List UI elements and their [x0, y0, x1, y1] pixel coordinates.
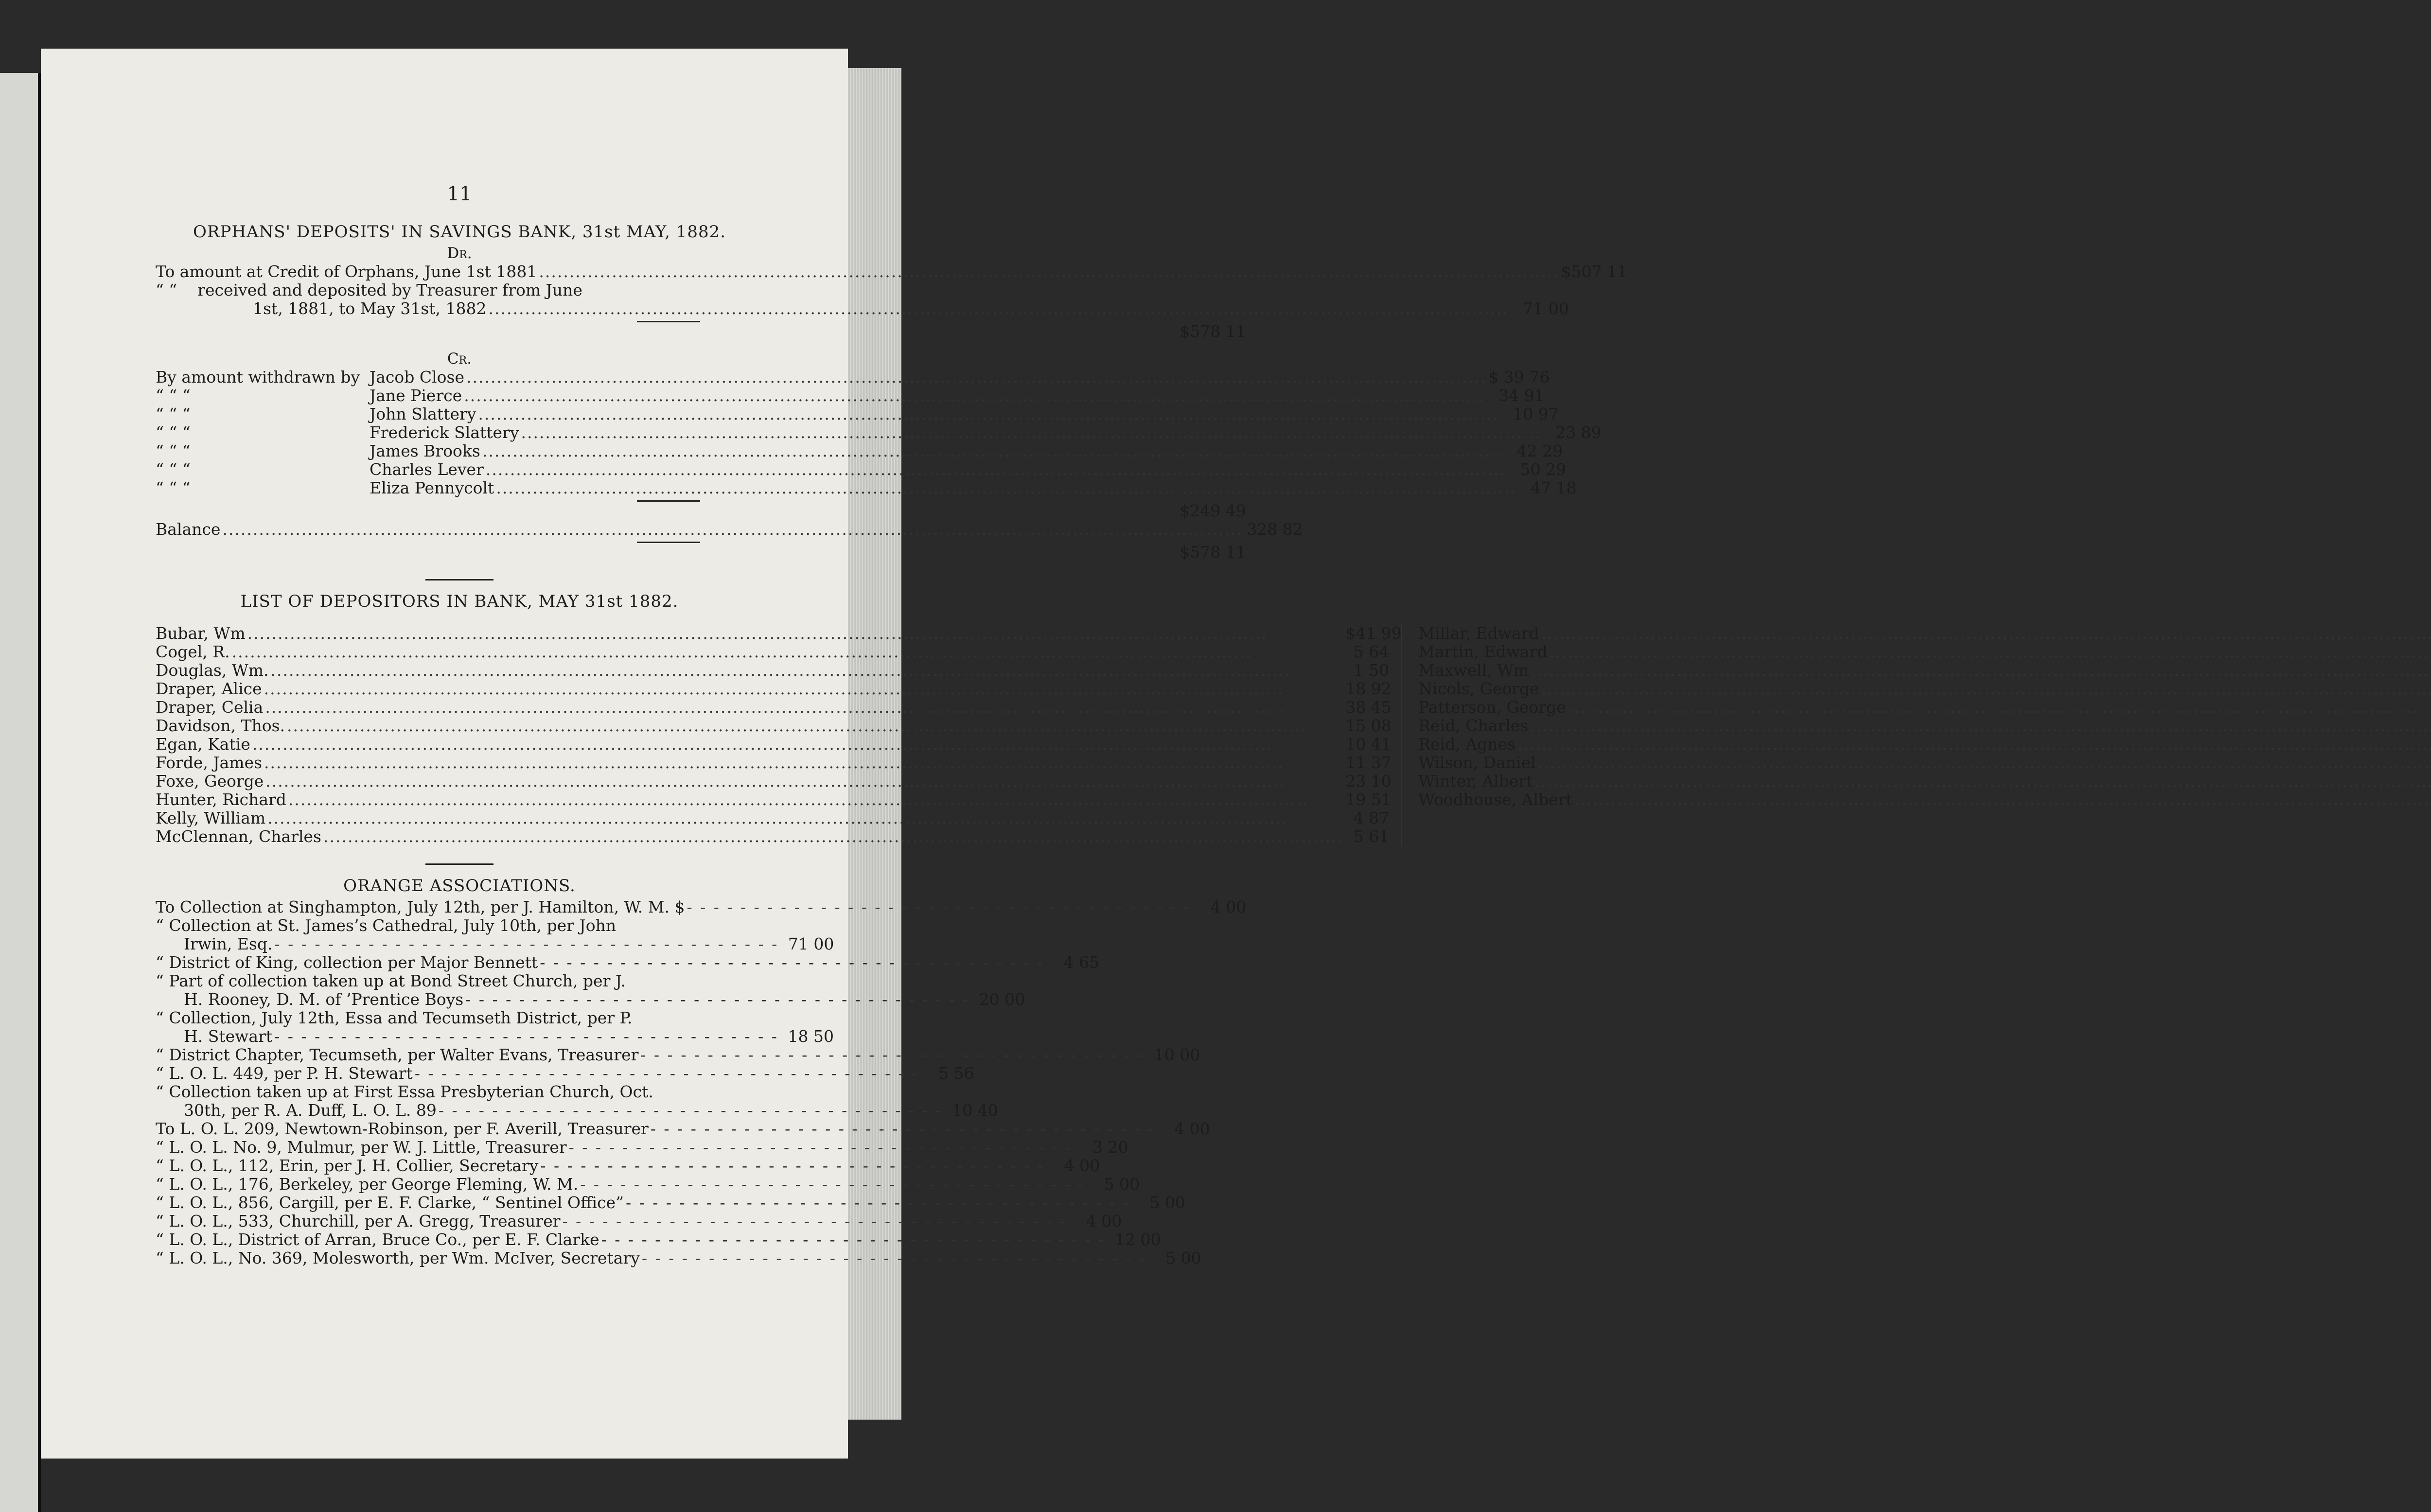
leader-dashes	[640, 1249, 1148, 1267]
withdrawal-amount: 47 18	[1531, 478, 1577, 497]
depositor-name: Draper, Celia	[156, 698, 264, 717]
leader-dots	[484, 460, 1508, 479]
depositor-name: Nicols, George	[1418, 679, 1539, 698]
depositor-name: Kelly, William	[156, 809, 266, 827]
cr-total-row	[156, 543, 1246, 562]
depositor-amount: 15 08	[1345, 716, 1392, 735]
leader-dots	[286, 791, 1345, 809]
dr-label: Dr.	[447, 245, 472, 262]
withdrawal-row	[156, 404, 1559, 423]
depositor-name: Patterson, George	[1418, 698, 1566, 717]
depositor-name: Wilson, Daniel	[1418, 753, 1536, 772]
orange-entry-amount: 10 40	[952, 1101, 998, 1120]
orange-entry-line	[156, 1064, 974, 1083]
depositor-row	[1418, 661, 2431, 680]
depositor-row	[1418, 680, 2431, 698]
depositor-amount: 18 92	[1345, 679, 1392, 698]
leader-dots	[264, 772, 1345, 791]
leader-dots	[269, 661, 1346, 680]
dr-row-2	[156, 281, 763, 299]
leader-dots	[285, 717, 1345, 735]
leader-dots	[1539, 680, 2431, 698]
withdrawal-name: Frederick Slattery	[370, 423, 519, 442]
leader-dots	[464, 368, 1488, 387]
orange-entry-text: “ District of King, collection per Major Bennett	[156, 953, 538, 972]
orange-title: ORANGE ASSOCIATIONS.	[343, 876, 576, 896]
orange-entry-line	[156, 1248, 1201, 1267]
withdrawal-row	[156, 441, 1563, 460]
orange-entry-text: “ L. O. L., District of Arran, Bruce Co., per E. F. Clarke	[156, 1230, 599, 1249]
depositor-name: Reid, Charles	[1418, 716, 1529, 735]
leader-dots	[1548, 643, 2431, 661]
withdrawal-name: Jane Pierce	[370, 386, 462, 405]
orange-entry-list	[156, 897, 1247, 1267]
leader-dots	[1515, 735, 2431, 754]
leader-dashes	[578, 1175, 1086, 1194]
withdrawal-row	[156, 368, 1550, 387]
dr-text-3: 1st, 1881, to May 31st, 1882	[253, 299, 487, 318]
orange-entry-text: “ L. O. L., 856, Cargill, per E. F. Clarke, “ Sentinel Office”	[156, 1193, 624, 1212]
leader-dashes	[413, 1064, 921, 1083]
depositor-name: Woodhouse, Albert	[1418, 790, 1572, 809]
orange-entry-line	[156, 990, 1025, 1009]
withdrawal-amount: 23 89	[1555, 423, 1602, 442]
withdrawal-prefix: “ “ “	[156, 423, 191, 442]
depositor-row	[156, 827, 1389, 846]
depositor-row	[1418, 772, 2431, 791]
dr-text-1: To amount at Credit of Orphans, June 1st 1881	[156, 262, 537, 281]
leader-dots	[263, 698, 1345, 717]
depositors-right-column	[1402, 624, 2431, 846]
depositor-row	[156, 790, 1392, 809]
leader-dashes	[599, 1231, 1108, 1249]
depositor-row	[156, 679, 1392, 698]
orange-entry-amount: 4 00	[1210, 897, 1247, 916]
depositor-name: Reid, Agnes	[1418, 735, 1515, 754]
depositor-amount: 5 64	[1353, 642, 1390, 661]
withdrawn-total-row	[156, 501, 1246, 520]
orange-entry-line	[156, 1101, 998, 1120]
depositor-row	[156, 698, 1392, 717]
cr-label: Cr.	[447, 350, 472, 368]
withdrawal-prefix: “ “ “	[156, 441, 191, 460]
orange-entry-line	[156, 1009, 763, 1027]
depositor-name: Martin, Edward	[1418, 642, 1548, 661]
leader-dots	[265, 809, 1345, 827]
depositor-name: Winter, Albert	[1418, 772, 1533, 791]
orange-entry-text: “ L. O. L., 112, Erin, per J. H. Collier, Secretary	[156, 1156, 539, 1175]
withdrawal-amount: $ 39 76	[1488, 368, 1550, 387]
leader-dashes	[561, 1212, 1069, 1231]
orange-entry-text: To L. O. L. 209, Newtown-Robinson, per F. Averill, Treasurer	[156, 1119, 649, 1138]
leader-dots	[480, 442, 1504, 460]
dr-amount-1: $507 11	[1561, 262, 1628, 281]
leader-dots	[1528, 717, 2431, 735]
section-divider	[425, 863, 493, 865]
orange-entry-amount: 4 00	[1174, 1119, 1210, 1138]
depositor-name: Davidson, Thos.	[156, 716, 285, 735]
withdrawn-total: $249 49	[1180, 501, 1246, 520]
depositor-amount: 23 10	[1345, 772, 1392, 791]
leader-dashes	[437, 1101, 945, 1120]
depositors-title: LIST OF DEPOSITORS IN BANK, MAY 31st 1882.	[240, 592, 679, 611]
left-page-edge	[0, 73, 41, 1512]
leader-dots	[1536, 754, 2431, 772]
depositor-amount: 5 61	[1353, 827, 1390, 846]
page-number: 11	[447, 183, 472, 205]
orange-entry-text: H. Stewart	[184, 1027, 273, 1046]
leader-dots	[476, 405, 1500, 423]
depositor-name: Maxwell, Wm	[1418, 661, 1529, 680]
depositor-name: McClennan, Charles	[156, 827, 321, 846]
orange-entry-line	[156, 1212, 1122, 1231]
leader-dashes	[685, 898, 1193, 916]
depositor-row	[156, 735, 1392, 754]
depositors-columns	[156, 624, 1572, 846]
withdrawal-prefix: By amount withdrawn by	[156, 368, 360, 387]
orange-entry-text: “ L. O. L., No. 369, Molesworth, per Wm. McIver, Secretary	[156, 1248, 640, 1267]
leader-dots	[230, 643, 1346, 661]
orange-entry-amount: 12 00	[1115, 1230, 1161, 1249]
withdrawal-amount: 10 97	[1513, 404, 1559, 423]
leader-dots	[1566, 698, 2431, 717]
leader-dots	[246, 624, 1346, 643]
leader-dots	[537, 263, 1561, 281]
leader-dashes	[624, 1194, 1132, 1212]
depositor-row	[1418, 735, 2431, 754]
orange-entry-line	[156, 1119, 1210, 1138]
orange-entry-amount: 5 00	[1149, 1193, 1185, 1212]
page-content	[156, 183, 1628, 1267]
leader-dashes	[538, 953, 1046, 972]
depositor-row	[156, 643, 1389, 661]
leader-dots	[262, 680, 1346, 698]
orange-entry-line	[156, 1230, 1161, 1249]
orange-entry-amount: 4 65	[1063, 953, 1100, 972]
leader-dashes	[272, 1027, 780, 1046]
orange-entry-text: 30th, per R. A. Duff, L. O. L. 89	[184, 1101, 437, 1120]
orange-entry-text: “ Collection taken up at First Essa Presbyterian Church, Oct.	[156, 1082, 653, 1101]
withdrawal-row	[156, 423, 1602, 442]
orange-entry-amount: 4 00	[1064, 1156, 1100, 1175]
orange-entry-amount: 5 00	[1165, 1248, 1201, 1267]
depositor-row	[1418, 643, 2431, 661]
orange-entry-line	[156, 1193, 1185, 1212]
depositor-name: Draper, Alice	[156, 679, 262, 698]
withdrawal-list	[156, 368, 1602, 497]
leader-dots	[494, 479, 1518, 497]
orange-entry-text: “ Collection, July 12th, Essa and Tecumseth District, per P.	[156, 1008, 633, 1027]
depositor-name: Douglas, Wm.	[156, 661, 269, 680]
orange-entry-amount: 20 00	[979, 990, 1025, 1009]
leader-dots	[462, 387, 1486, 405]
dr-row-1	[156, 262, 1628, 281]
leader-dots	[1533, 772, 2431, 791]
leader-dots	[1572, 791, 2431, 809]
depositor-name: Egan, Katie	[156, 735, 250, 754]
depositor-name: Bubar, Wm	[156, 624, 246, 643]
leader-dashes	[272, 935, 780, 953]
depositor-amount: 10 41	[1345, 735, 1392, 754]
withdrawal-name: Jacob Close	[370, 368, 465, 387]
withdrawal-row	[156, 460, 1567, 479]
orange-entry-line	[156, 897, 1247, 916]
withdrawal-amount: 34 91	[1498, 386, 1545, 405]
withdrawal-row	[156, 478, 1577, 497]
depositor-row	[156, 624, 1402, 643]
orange-entry-line	[156, 1045, 1200, 1064]
leader-dashes	[538, 1157, 1046, 1175]
orange-entry-line	[156, 1175, 1140, 1194]
orange-entry-amount: 5 56	[938, 1064, 974, 1083]
depositor-row	[156, 753, 1392, 772]
leader-dashes	[638, 1046, 1146, 1064]
leader-dashes	[463, 990, 971, 1009]
depositor-amount: $41 99	[1345, 624, 1402, 643]
orange-entry-text: “ Collection at St. James’s Cathedral, July 10th, per John	[156, 916, 617, 935]
orange-entry-line	[156, 1083, 763, 1101]
leader-dots	[321, 827, 1345, 846]
balance-label: Balance	[156, 520, 221, 539]
orange-entry-line	[156, 1138, 1128, 1157]
orange-entry-text: Irwin, Esq.	[184, 934, 273, 953]
leader-dashes	[649, 1120, 1157, 1138]
depositor-amount: 11 37	[1345, 753, 1392, 772]
depositor-row	[1418, 698, 2431, 717]
orphans-section	[156, 222, 1628, 562]
depositor-amount: 19 51	[1345, 790, 1392, 809]
orphans-title: ORPHANS' DEPOSITS' IN SAVINGS BANK, 31st MAY, 1882.	[193, 222, 726, 242]
orange-entry-text: “ L. O. L. No. 9, Mulmur, per W. J. Little, Treasurer	[156, 1138, 567, 1157]
leader-dashes	[567, 1138, 1075, 1157]
leader-dots	[262, 754, 1345, 772]
dr-amount-3: 71 00	[1523, 299, 1569, 318]
depositor-name: Millar, Edward	[1418, 624, 1539, 643]
orange-entry-line	[156, 953, 1100, 972]
orange-entry-text: “ L. O. L., 533, Churchill, per A. Gregg, Treasurer	[156, 1212, 561, 1231]
depositor-row	[1418, 717, 2431, 735]
leader-dots	[487, 299, 1511, 318]
withdrawal-name: John Slattery	[370, 404, 476, 423]
dr-total-row	[156, 322, 1246, 341]
depositor-name: Hunter, Richard	[156, 790, 286, 809]
orange-entry-text: “ District Chapter, Tecumseth, per Walter Evans, Treasurer	[156, 1045, 639, 1064]
withdrawal-name: Charles Lever	[370, 460, 484, 479]
withdrawal-prefix: “ “ “	[156, 478, 191, 497]
orange-entry-line	[156, 934, 834, 953]
dr-ditto: “ “	[156, 281, 177, 299]
withdrawal-row	[156, 386, 1545, 405]
depositor-row	[156, 809, 1389, 827]
orange-entry-text: H. Rooney, D. M. of ’Prentice Boys	[184, 990, 464, 1009]
orange-entry-line	[156, 916, 763, 935]
orange-entry-amount: 18 50	[788, 1027, 834, 1046]
balance-row	[156, 520, 1303, 539]
leader-dots	[220, 520, 1244, 539]
orange-entry-text: “ L. O. L., 176, Berkeley, per George Fleming, W. M.	[156, 1175, 579, 1194]
leader-dots	[519, 423, 1543, 442]
withdrawal-name: James Brooks	[370, 441, 480, 460]
orange-entry-amount: 3 20	[1092, 1138, 1128, 1157]
orange-entry-line	[156, 1027, 834, 1046]
depositor-name: Foxe, George	[156, 772, 264, 791]
orange-entry-amount: 5 00	[1104, 1175, 1140, 1194]
withdrawal-prefix: “ “ “	[156, 460, 191, 479]
leader-dots	[250, 735, 1345, 754]
depositor-row	[1418, 624, 2431, 643]
depositor-amount: 4 87	[1353, 809, 1390, 827]
orange-entry-text: “ L. O. L. 449, per P. H. Stewart	[156, 1064, 413, 1083]
dr-total: $578 11	[1180, 322, 1246, 341]
leader-dots	[1539, 624, 2431, 643]
depositor-name: Cogel, R.	[156, 642, 230, 661]
orange-section	[156, 876, 1247, 1267]
leader-dots	[1529, 661, 2431, 680]
dr-row-3	[156, 299, 1569, 318]
orange-entry-amount: 71 00	[788, 934, 834, 953]
depositor-row	[156, 716, 1392, 735]
orange-entry-text: “ Part of collection taken up at Bond Street Church, per J.	[156, 971, 626, 990]
orange-entry-line	[156, 972, 763, 990]
depositor-amount: 38 45	[1345, 698, 1392, 717]
dr-text-2: received and deposited by Treasurer from June	[197, 281, 582, 299]
depositor-row	[156, 772, 1392, 791]
section-divider	[425, 579, 493, 580]
orange-entry-amount: 10 00	[1154, 1045, 1200, 1064]
depositor-row	[156, 661, 1389, 680]
depositor-amount: 1 50	[1353, 661, 1390, 680]
depositor-name: Forde, James	[156, 753, 263, 772]
orange-entry-line	[156, 1156, 1100, 1175]
balance-amount: 328 82	[1247, 520, 1303, 539]
cr-total: $578 11	[1180, 543, 1246, 562]
depositors-left-column	[156, 624, 1402, 846]
depositor-row	[1418, 754, 2431, 772]
depositor-row	[1418, 791, 2431, 809]
depositors-section	[156, 592, 1572, 846]
withdrawal-prefix: “ “ “	[156, 404, 191, 423]
orange-entry-amount: 4 00	[1086, 1212, 1122, 1231]
withdrawal-name: Eliza Pennycolt	[370, 478, 494, 497]
withdrawal-amount: 50 29	[1520, 460, 1567, 479]
withdrawal-prefix: “ “ “	[156, 386, 191, 405]
withdrawal-amount: 42 29	[1516, 441, 1563, 460]
orange-entry-text: To Collection at Singhampton, July 12th, per J. Hamilton, W. M. $	[156, 897, 685, 916]
